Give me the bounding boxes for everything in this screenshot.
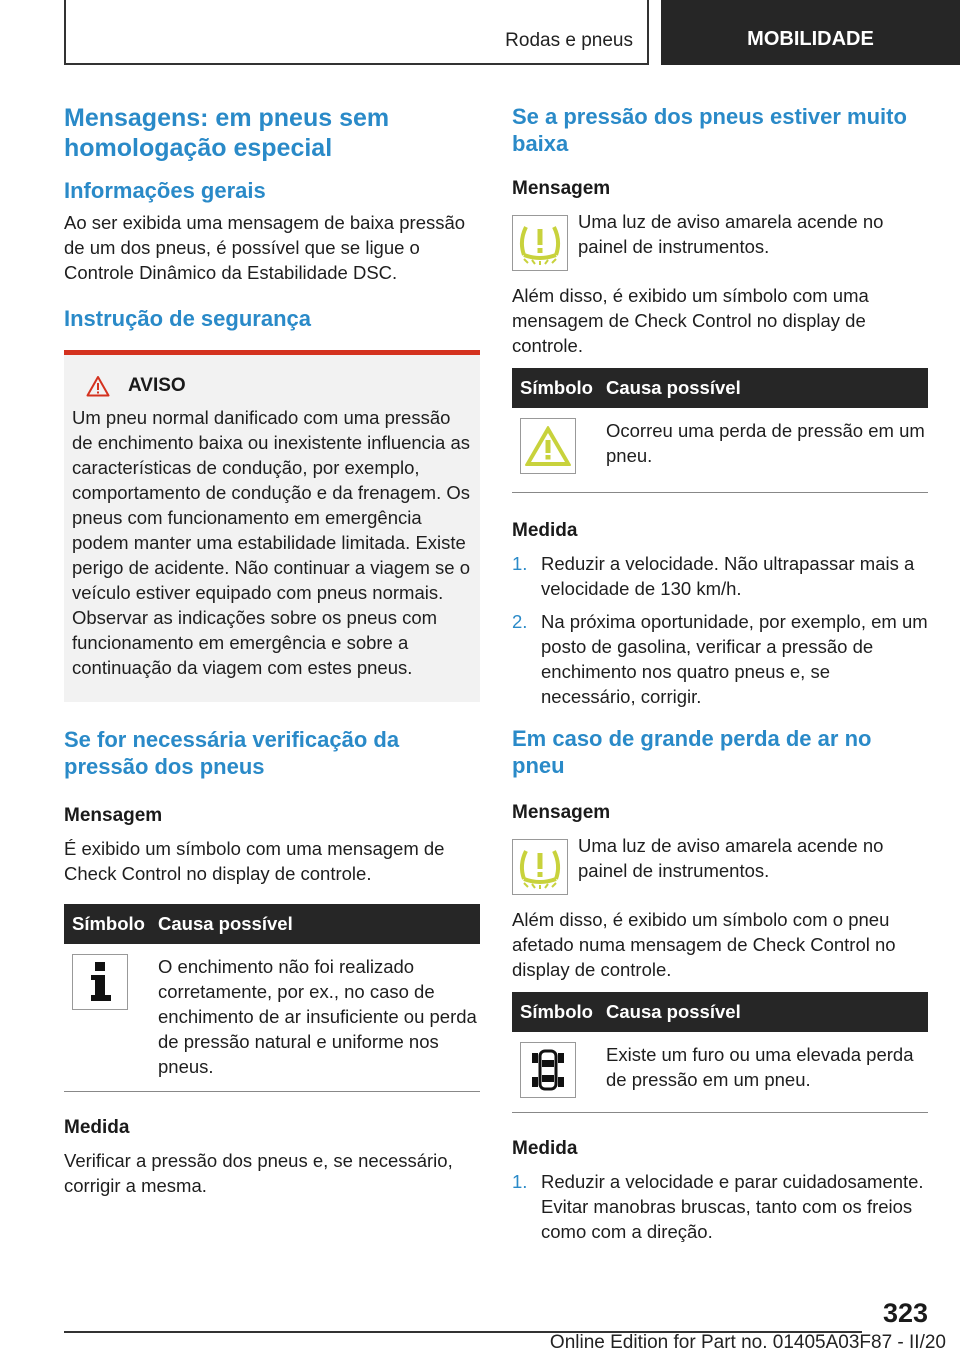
table-row bbox=[512, 1032, 928, 1113]
low-pressure-heading: Se a pressão dos pneus estiver muito baixa bbox=[512, 104, 907, 156]
table-symbol-cell bbox=[512, 1040, 606, 1098]
measure-steps bbox=[512, 1169, 928, 1244]
step-number: 2. bbox=[512, 611, 528, 632]
step-text: Reduzir a velocidade e parar cuidadosamente. Evitar manobras bruscas, tanto com os freios como com a direção. bbox=[541, 1171, 924, 1242]
table-row bbox=[64, 944, 480, 1092]
table-row bbox=[512, 408, 928, 493]
big-message-label: Mensagem bbox=[512, 802, 611, 823]
low-message bbox=[512, 209, 928, 271]
page-title: Mensagens: em pneus sem homologação especial bbox=[64, 104, 390, 162]
warning-text: Um pneu normal danificado com uma pressão de enchimento baixa ou inexistente influencia as características de condução, por exemplo, comportamento de condução e da frenagem. Os pneus com funcionamento em emergência podem manter uma estabilidade limitada. Existe perigo de acidente. Não continuar a viagem se o veículo estiver equipado com pneus normais. Observar as indicações sobre os pneus com funcionamento em emergência e sobre a continuação da viagem com estes pneus. bbox=[72, 407, 471, 678]
edition-text: Online Edition for Part no. 01405A03F87 - II/20 bbox=[549, 1332, 946, 1353]
table-header bbox=[512, 368, 928, 408]
big-loss-heading: Em caso de grande perda de ar no pneu bbox=[512, 726, 872, 778]
left-column bbox=[64, 100, 480, 1198]
right-column bbox=[512, 100, 928, 1252]
measure-label: Medida bbox=[512, 520, 578, 541]
page-number: 323 bbox=[882, 1298, 928, 1328]
list-item bbox=[512, 1169, 928, 1244]
info-icon bbox=[72, 954, 128, 1010]
big-message bbox=[512, 833, 928, 895]
table-cause-cell: Ocorreu uma perda de pressão em um pneu. bbox=[606, 420, 925, 466]
step-text: Reduzir a velocidade. Não ultrapassar mais a velocidade de 130 km/h. bbox=[541, 553, 915, 599]
low-message-text: Uma luz de aviso amarela acende no painel de instrumentos. bbox=[578, 211, 884, 257]
header-section-title: Rodas e pneus bbox=[505, 30, 633, 51]
table-header bbox=[64, 904, 480, 944]
warning-triangle-icon bbox=[86, 375, 110, 397]
message-text: É exibido um símbolo com uma mensagem de Check Control no display de controle. bbox=[64, 838, 445, 884]
col-symbol-header: Símbolo bbox=[72, 913, 145, 934]
symbol-table-big bbox=[512, 992, 928, 1113]
table-symbol-cell bbox=[512, 416, 606, 474]
header-section-box bbox=[64, 0, 649, 65]
table-symbol-cell bbox=[64, 952, 158, 1079]
step-text: Na próxima oportunidade, por exemplo, em um posto de gasolina, verificar a pressão de enchimento nos quatro pneus e, se necessário, corrigir. bbox=[541, 611, 928, 707]
list-item bbox=[512, 609, 928, 709]
safety-heading: Instrução de segurança bbox=[64, 306, 311, 331]
col-cause-header: Causa possível bbox=[606, 1001, 741, 1022]
col-symbol-header: Símbolo bbox=[520, 377, 593, 398]
table-cause-cell: Existe um furo ou uma elevada perda de pressão em um pneu. bbox=[606, 1044, 914, 1090]
measure-label: Medida bbox=[512, 1138, 578, 1159]
big-text: Além disso, é exibido um símbolo com o pneu afetado numa mensagem de Check Control no display de controle. bbox=[512, 909, 896, 980]
col-cause-header: Causa possível bbox=[158, 913, 293, 934]
col-symbol-header: Símbolo bbox=[520, 1001, 593, 1022]
tire-pressure-warning-icon bbox=[512, 215, 568, 271]
check-pressure-heading: Se for necessária verificação da pressão dos pneus bbox=[64, 727, 400, 779]
table-header bbox=[512, 992, 928, 1032]
warning-triangle-icon bbox=[520, 418, 576, 474]
warning-label: AVISO bbox=[128, 375, 186, 396]
header-chapter-tab: MOBILIDADE bbox=[661, 0, 960, 65]
general-info-heading: Informações gerais bbox=[64, 178, 266, 203]
low-text: Além disso, é exibido um símbolo com uma mensagem de Check Control no display de controle. bbox=[512, 285, 869, 356]
step-number: 1. bbox=[512, 1171, 528, 1192]
list-item bbox=[512, 551, 928, 601]
warning-box bbox=[64, 350, 480, 702]
step-number: 1. bbox=[512, 553, 528, 574]
measure-steps bbox=[512, 551, 928, 709]
table-cause-cell: O enchimento não foi realizado corretamente, por ex., no caso de enchimento de ar insuficiente ou perda de pressão natural e uniforme nos pneus. bbox=[158, 956, 477, 1077]
general-info-text: Ao ser exibida uma mensagem de baixa pressão de um dos pneus, é possível que se ligue o Controle Dinâmico da Estabilidade DSC. bbox=[64, 212, 466, 283]
col-cause-header: Causa possível bbox=[606, 377, 741, 398]
car-tire-icon bbox=[520, 1042, 576, 1098]
big-message-text: Uma luz de aviso amarela acende no painel de instrumentos. bbox=[578, 835, 884, 881]
message-label: Mensagem bbox=[64, 805, 163, 826]
symbol-table bbox=[64, 904, 480, 1092]
symbol-table-low bbox=[512, 368, 928, 493]
low-message-label: Mensagem bbox=[512, 178, 611, 199]
tire-pressure-warning-icon bbox=[512, 839, 568, 895]
measure-text: Verificar a pressão dos pneus e, se necessário, corrigir a mesma. bbox=[64, 1150, 453, 1196]
warning-title bbox=[72, 375, 470, 397]
measure-label: Medida bbox=[64, 1117, 130, 1138]
